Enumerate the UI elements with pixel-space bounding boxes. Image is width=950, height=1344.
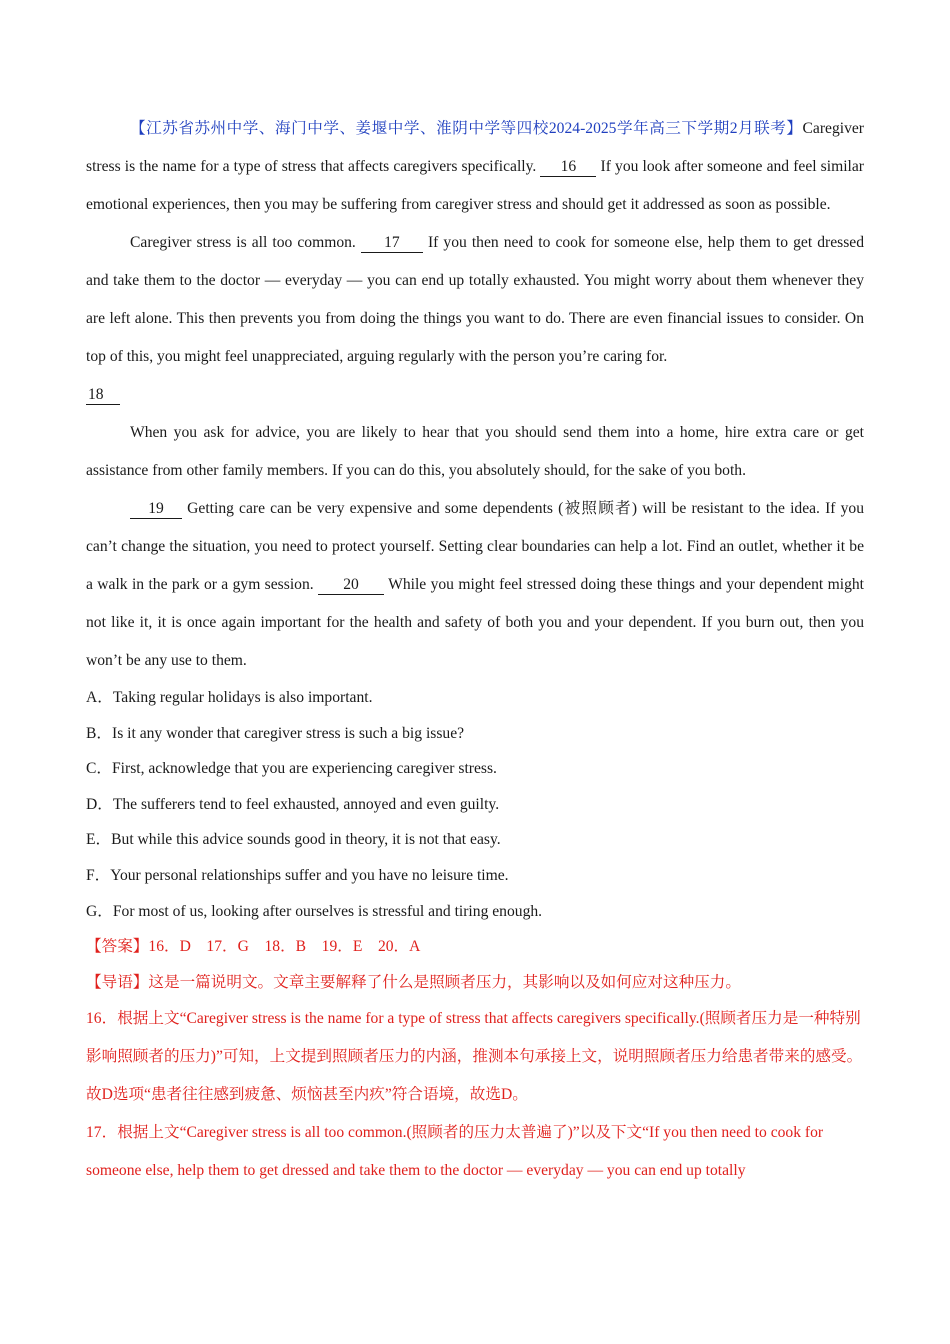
blank-20: 20: [318, 576, 384, 595]
guide-line: [86, 965, 864, 1001]
option-f: F．Your personal relationships suffer and you have no leisure time.: [86, 866, 509, 884]
guide-label: 【导语】: [86, 973, 149, 991]
option-d: D．The sufferers tend to feel exhausted, annoyed and even guilty.: [86, 795, 500, 813]
paragraph-4-text-b: While you might feel stressed doing these things and your dependent might not like it, it is once again important for the health and safety of both you and your dependent. If you burn out, then you won’t be any use to them.: [86, 576, 864, 669]
paragraph-2-text-a: Caregiver stress is all too common.: [130, 234, 361, 251]
blank-19: 19: [130, 500, 182, 519]
answer-text: 16．D 17．G 18．B 19．E 20．A: [148, 938, 421, 956]
option-c: C．First, acknowledge that you are experiencing caregiver stress.: [86, 760, 497, 778]
paragraph-3: When you ask for advice, you are likely to hear that you should send them into a home, hire extra care or get assistance from other family members. If you can do this, you absolutely should, for the sake of you both.: [86, 424, 864, 479]
document-page: [86, 110, 864, 1190]
blank-18: 18: [86, 386, 120, 405]
paragraph-2: [86, 224, 864, 376]
answer-label: 【答案】: [86, 938, 149, 956]
paragraph-1-text-b: If you look after someone and feel similar emotional experiences, then you may be suffering from caregiver stress and should get it addressed as soon as possible.: [86, 158, 864, 213]
blank-17: 17: [361, 234, 423, 253]
blank-16: 16: [540, 158, 596, 177]
option-e: E．But while this advice sounds good in theory, it is not that easy.: [86, 831, 501, 849]
option-a: A．Taking regular holidays is also important.: [86, 689, 373, 706]
explanation-17: 17．根据上文“Caregiver stress is all too common.(照顾者的压力太普遍了)”以及下文“If you then need to cook for someone else, help them to get dressed and take them to the doctor — everyday — you can end up totally: [86, 1124, 824, 1180]
explanation-16: 16．根据上文“Caregiver stress is the name for a type of stress that affects caregivers specifically.(照顾者压力是一种特别影响照顾者的压力)”可知，上文提到照顾者压力的内涵，推测本句承接上文，说明照顾者压力给患者带来的感受。故D选项“患者往往感到疲惫、烦恼甚至内疚”符合语境，故选D。: [86, 1010, 863, 1104]
answer-line: [86, 929, 864, 965]
paragraph-2-end: [86, 376, 864, 414]
paragraph-1-text-a: Caregiver stress is the name for a type of stress that affects caregivers specifically.: [86, 120, 864, 175]
options-list: [86, 680, 864, 929]
paragraph-1: [86, 110, 864, 224]
option-b: B．Is it any wonder that caregiver stress is such a big issue?: [86, 724, 465, 742]
paragraph-4: [86, 490, 864, 680]
option-g: G．For most of us, looking after ourselves is stressful and tiring enough.: [86, 902, 543, 920]
guide-text: 这是一篇说明文。文章主要解释了什么是照顾者压力，其影响以及如何应对这种压力。: [148, 973, 741, 991]
paragraph-4-text-a: Getting care can be very expensive and some dependents (被照顾者) will be resistant to the idea. If you can’t change the situation, you need to protect yourself. Setting clear boundaries can help a lot. Find an outlet, whether it be a walk in the park or a gym session.: [86, 500, 864, 593]
paragraph-2-text-b: If you then need to cook for someone else, help them to get dressed and take them to the doctor — everyday — you can end up totally exhausted. You might worry about them whenever they are left alone. This then prevents you from doing the things you want to do. There are even financial issues to consider. On top of this, you might feel unappreciated, arguing regularly with the person you’re caring for.: [86, 234, 864, 365]
source-citation: 【江苏省苏州中学、海门中学、姜堰中学、淮阴中学等四校2024-2025学年高三下学期2月联考】: [130, 120, 803, 137]
